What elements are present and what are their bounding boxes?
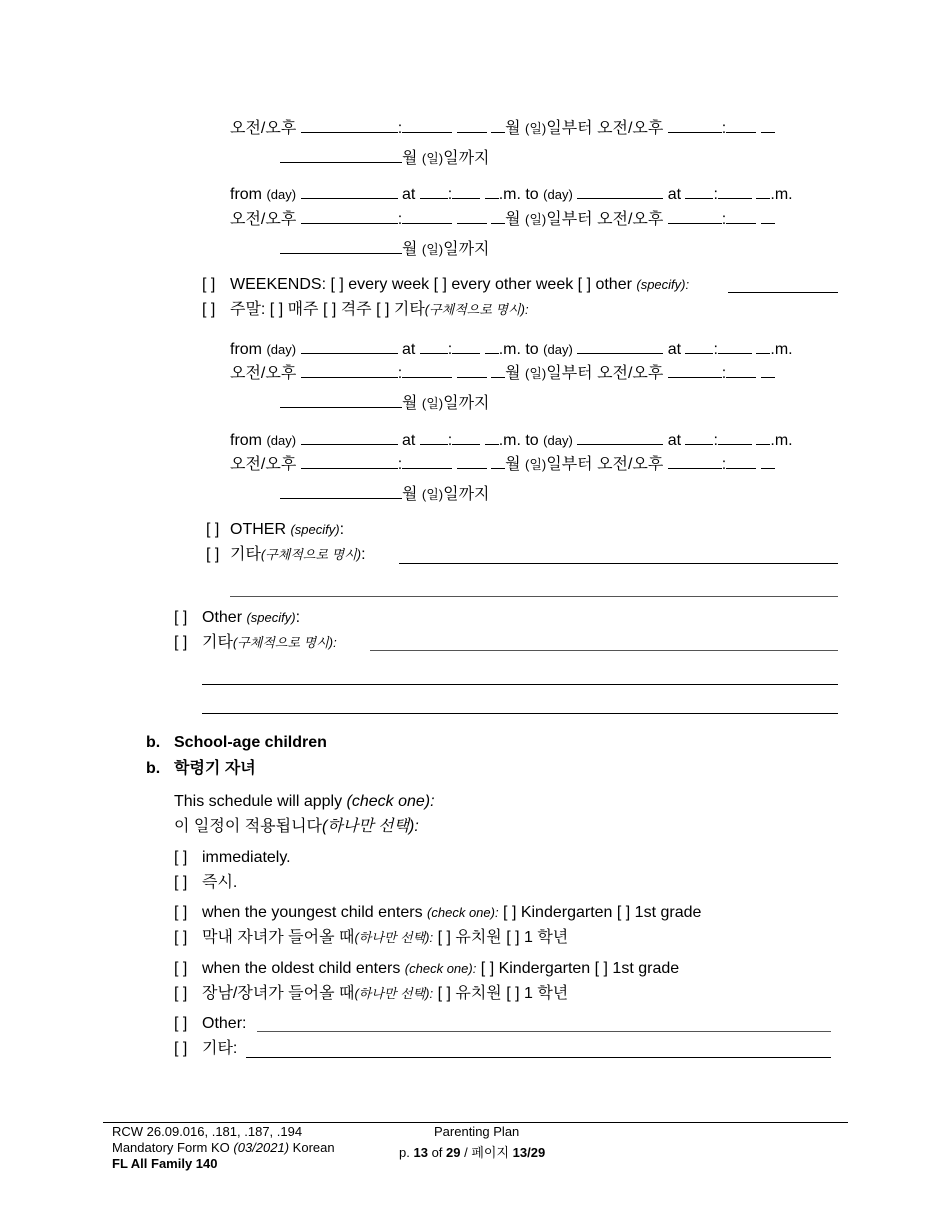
school-other-ko: [ ] 기타: [174, 1040, 238, 1057]
blank[interactable] [726, 208, 756, 224]
apply-ko: 이 일정이 적용됩니다(하나만 선택): [174, 818, 419, 835]
youngest-en: [ ] when the youngest child enters (check one): [ ] Kindergarten [ ] 1st grade [174, 904, 702, 921]
other-inner-blank-1[interactable] [399, 563, 838, 564]
blank[interactable] [280, 147, 402, 163]
footer-form-id: FL All Family 140 [112, 1156, 218, 1171]
footer-title: Parenting Plan [434, 1124, 520, 1139]
oldest-checkbox-ko[interactable]: [ ] [174, 985, 188, 1002]
ko-until-line-a: 월 (일)일까지 [280, 238, 490, 260]
blank[interactable] [457, 453, 487, 469]
other-outer-en: [ ] Other (specify): [174, 609, 301, 626]
weekends-en: [ ] WEEKENDS: [ ] every week [ ] every other week [ ] other (specify): [202, 276, 690, 293]
blank[interactable] [491, 208, 505, 224]
blank[interactable] [577, 183, 663, 199]
blank[interactable] [402, 117, 452, 133]
footer-rcw: RCW 26.09.016, .181, .187, .194 [112, 1124, 303, 1139]
blank[interactable] [761, 208, 775, 224]
blank[interactable] [668, 453, 722, 469]
en-from-line-a: from (day) at : .m. to (day) at : .m. [230, 183, 793, 205]
blank[interactable] [452, 429, 480, 445]
school-other-checkbox-ko[interactable]: [ ] [174, 1040, 188, 1057]
youngest-checkbox[interactable]: [ ] [174, 904, 188, 921]
youngest-checkbox-ko[interactable]: [ ] [174, 929, 188, 946]
oldest-en: [ ] when the oldest child enters (check one): [ ] Kindergarten [ ] 1st grade [174, 960, 680, 977]
blank[interactable] [761, 117, 775, 133]
immediately-ko: [ ] 즉시. [174, 874, 238, 891]
blank[interactable] [485, 338, 499, 354]
ko-until-line-b: 월 (일)일까지 [280, 392, 490, 414]
weekends-specify-blank[interactable] [728, 292, 838, 293]
ko-until-line-c: 월 (일)일까지 [280, 483, 490, 505]
apply-en: This schedule will apply (check one): [174, 793, 435, 810]
blank[interactable] [485, 429, 499, 445]
blank[interactable] [420, 429, 448, 445]
footer-rule [103, 1122, 848, 1123]
other-inner-en: [ ] OTHER (specify): [206, 521, 345, 538]
other-outer-blank-2[interactable] [202, 684, 838, 685]
other-inner-checkbox[interactable]: [ ] [206, 521, 220, 538]
blank[interactable] [301, 183, 398, 199]
blank[interactable] [756, 338, 770, 354]
blank[interactable] [726, 362, 756, 378]
other-outer-blank-1[interactable] [370, 650, 838, 651]
school-other-en: [ ] Other: [174, 1015, 247, 1032]
blank[interactable] [491, 362, 505, 378]
blank[interactable] [280, 392, 402, 408]
blank[interactable] [726, 117, 756, 133]
weekends-checkbox[interactable]: [ ] [202, 276, 216, 293]
school-other-blank-ko[interactable] [246, 1057, 831, 1058]
blank[interactable] [457, 362, 487, 378]
other-outer-blank-3[interactable] [202, 713, 838, 714]
blank[interactable] [685, 338, 713, 354]
en-from-line-c: from (day) at : .m. to (day) at : .m. [230, 429, 793, 451]
blank[interactable] [577, 338, 663, 354]
blank[interactable] [420, 183, 448, 199]
blank[interactable] [301, 208, 398, 224]
school-heading-en: b. School-age children [146, 734, 327, 751]
blank[interactable] [301, 453, 398, 469]
ko-time-line-1: 오전/오후 : 월 (일)일부터 오전/오후 : [230, 117, 775, 139]
footer-left [112, 1124, 335, 1172]
en-from-line-b: from (day) at : .m. to (day) at : .m. [230, 338, 793, 360]
immediately-en: [ ] immediately. [174, 849, 291, 866]
blank[interactable] [491, 453, 505, 469]
blank[interactable] [457, 208, 487, 224]
blank[interactable] [577, 429, 663, 445]
immediately-checkbox-ko[interactable]: [ ] [174, 874, 188, 891]
blank[interactable] [301, 117, 398, 133]
weekends-ko: [ ] 주말: [ ] 매주 [ ] 격주 [ ] 기타(구체적으로 명시): [202, 301, 529, 318]
blank[interactable] [718, 183, 752, 199]
blank[interactable] [685, 429, 713, 445]
blank[interactable] [756, 429, 770, 445]
ko-time-line-c: 오전/오후 : 월 (일)일부터 오전/오후 : [230, 453, 775, 475]
footer-form: Mandatory Form KO (03/2021) Korean [112, 1140, 335, 1155]
blank[interactable] [452, 338, 480, 354]
other-outer-checkbox-ko[interactable]: [ ] [174, 634, 188, 651]
other-inner-blank-2[interactable] [230, 596, 838, 597]
blank[interactable] [485, 183, 499, 199]
footer-page: p. 13 of 29 / 페이지 13/29 [399, 1145, 546, 1160]
school-other-blank[interactable] [257, 1031, 831, 1032]
blank[interactable] [301, 362, 398, 378]
weekends-checkbox-ko[interactable]: [ ] [202, 301, 216, 318]
blank[interactable] [718, 429, 752, 445]
blank[interactable] [452, 183, 480, 199]
oldest-checkbox[interactable]: [ ] [174, 960, 188, 977]
section-letter: b. [146, 734, 161, 751]
other-outer-ko: [ ] 기타(구체적으로 명시): [174, 634, 337, 651]
blank[interactable] [718, 338, 752, 354]
ko-time-line-b: 오전/오후 : 월 (일)일부터 오전/오후 : [230, 362, 775, 384]
school-heading-ko: b. 학령기 자녀 [146, 760, 256, 777]
blank[interactable] [668, 208, 722, 224]
blank[interactable] [457, 117, 487, 133]
blank[interactable] [402, 453, 452, 469]
blank[interactable] [668, 362, 722, 378]
blank[interactable] [280, 483, 402, 499]
blank[interactable] [402, 362, 452, 378]
blank[interactable] [756, 183, 770, 199]
section-letter-ko: b. [146, 760, 161, 777]
ko-time-line-a: 오전/오후 : 월 (일)일부터 오전/오후 : [230, 208, 775, 230]
blank[interactable] [301, 429, 398, 445]
immediately-checkbox[interactable]: [ ] [174, 849, 188, 866]
blank[interactable] [726, 453, 756, 469]
other-outer-checkbox[interactable]: [ ] [174, 609, 188, 626]
other-inner-checkbox-ko[interactable]: [ ] [206, 546, 220, 563]
blank[interactable] [685, 183, 713, 199]
blank[interactable] [668, 117, 722, 133]
ko-until-line-1: 월 (일)일까지 [280, 147, 490, 169]
blank[interactable] [280, 238, 402, 254]
blank[interactable] [420, 338, 448, 354]
blank[interactable] [402, 208, 452, 224]
youngest-ko: [ ] 막내 자녀가 들어올 때(하나만 선택): [ ] 유치원 [ ] 1 학년 [174, 929, 569, 946]
oldest-ko: [ ] 장남/장녀가 들어올 때(하나만 선택): [ ] 유치원 [ ] 1 학년 [174, 985, 569, 1002]
blank[interactable] [761, 453, 775, 469]
blank[interactable] [491, 117, 505, 133]
other-inner-ko: [ ] 기타(구체적으로 명시): [206, 546, 366, 563]
blank[interactable] [301, 338, 398, 354]
blank[interactable] [761, 362, 775, 378]
school-other-checkbox[interactable]: [ ] [174, 1015, 188, 1032]
